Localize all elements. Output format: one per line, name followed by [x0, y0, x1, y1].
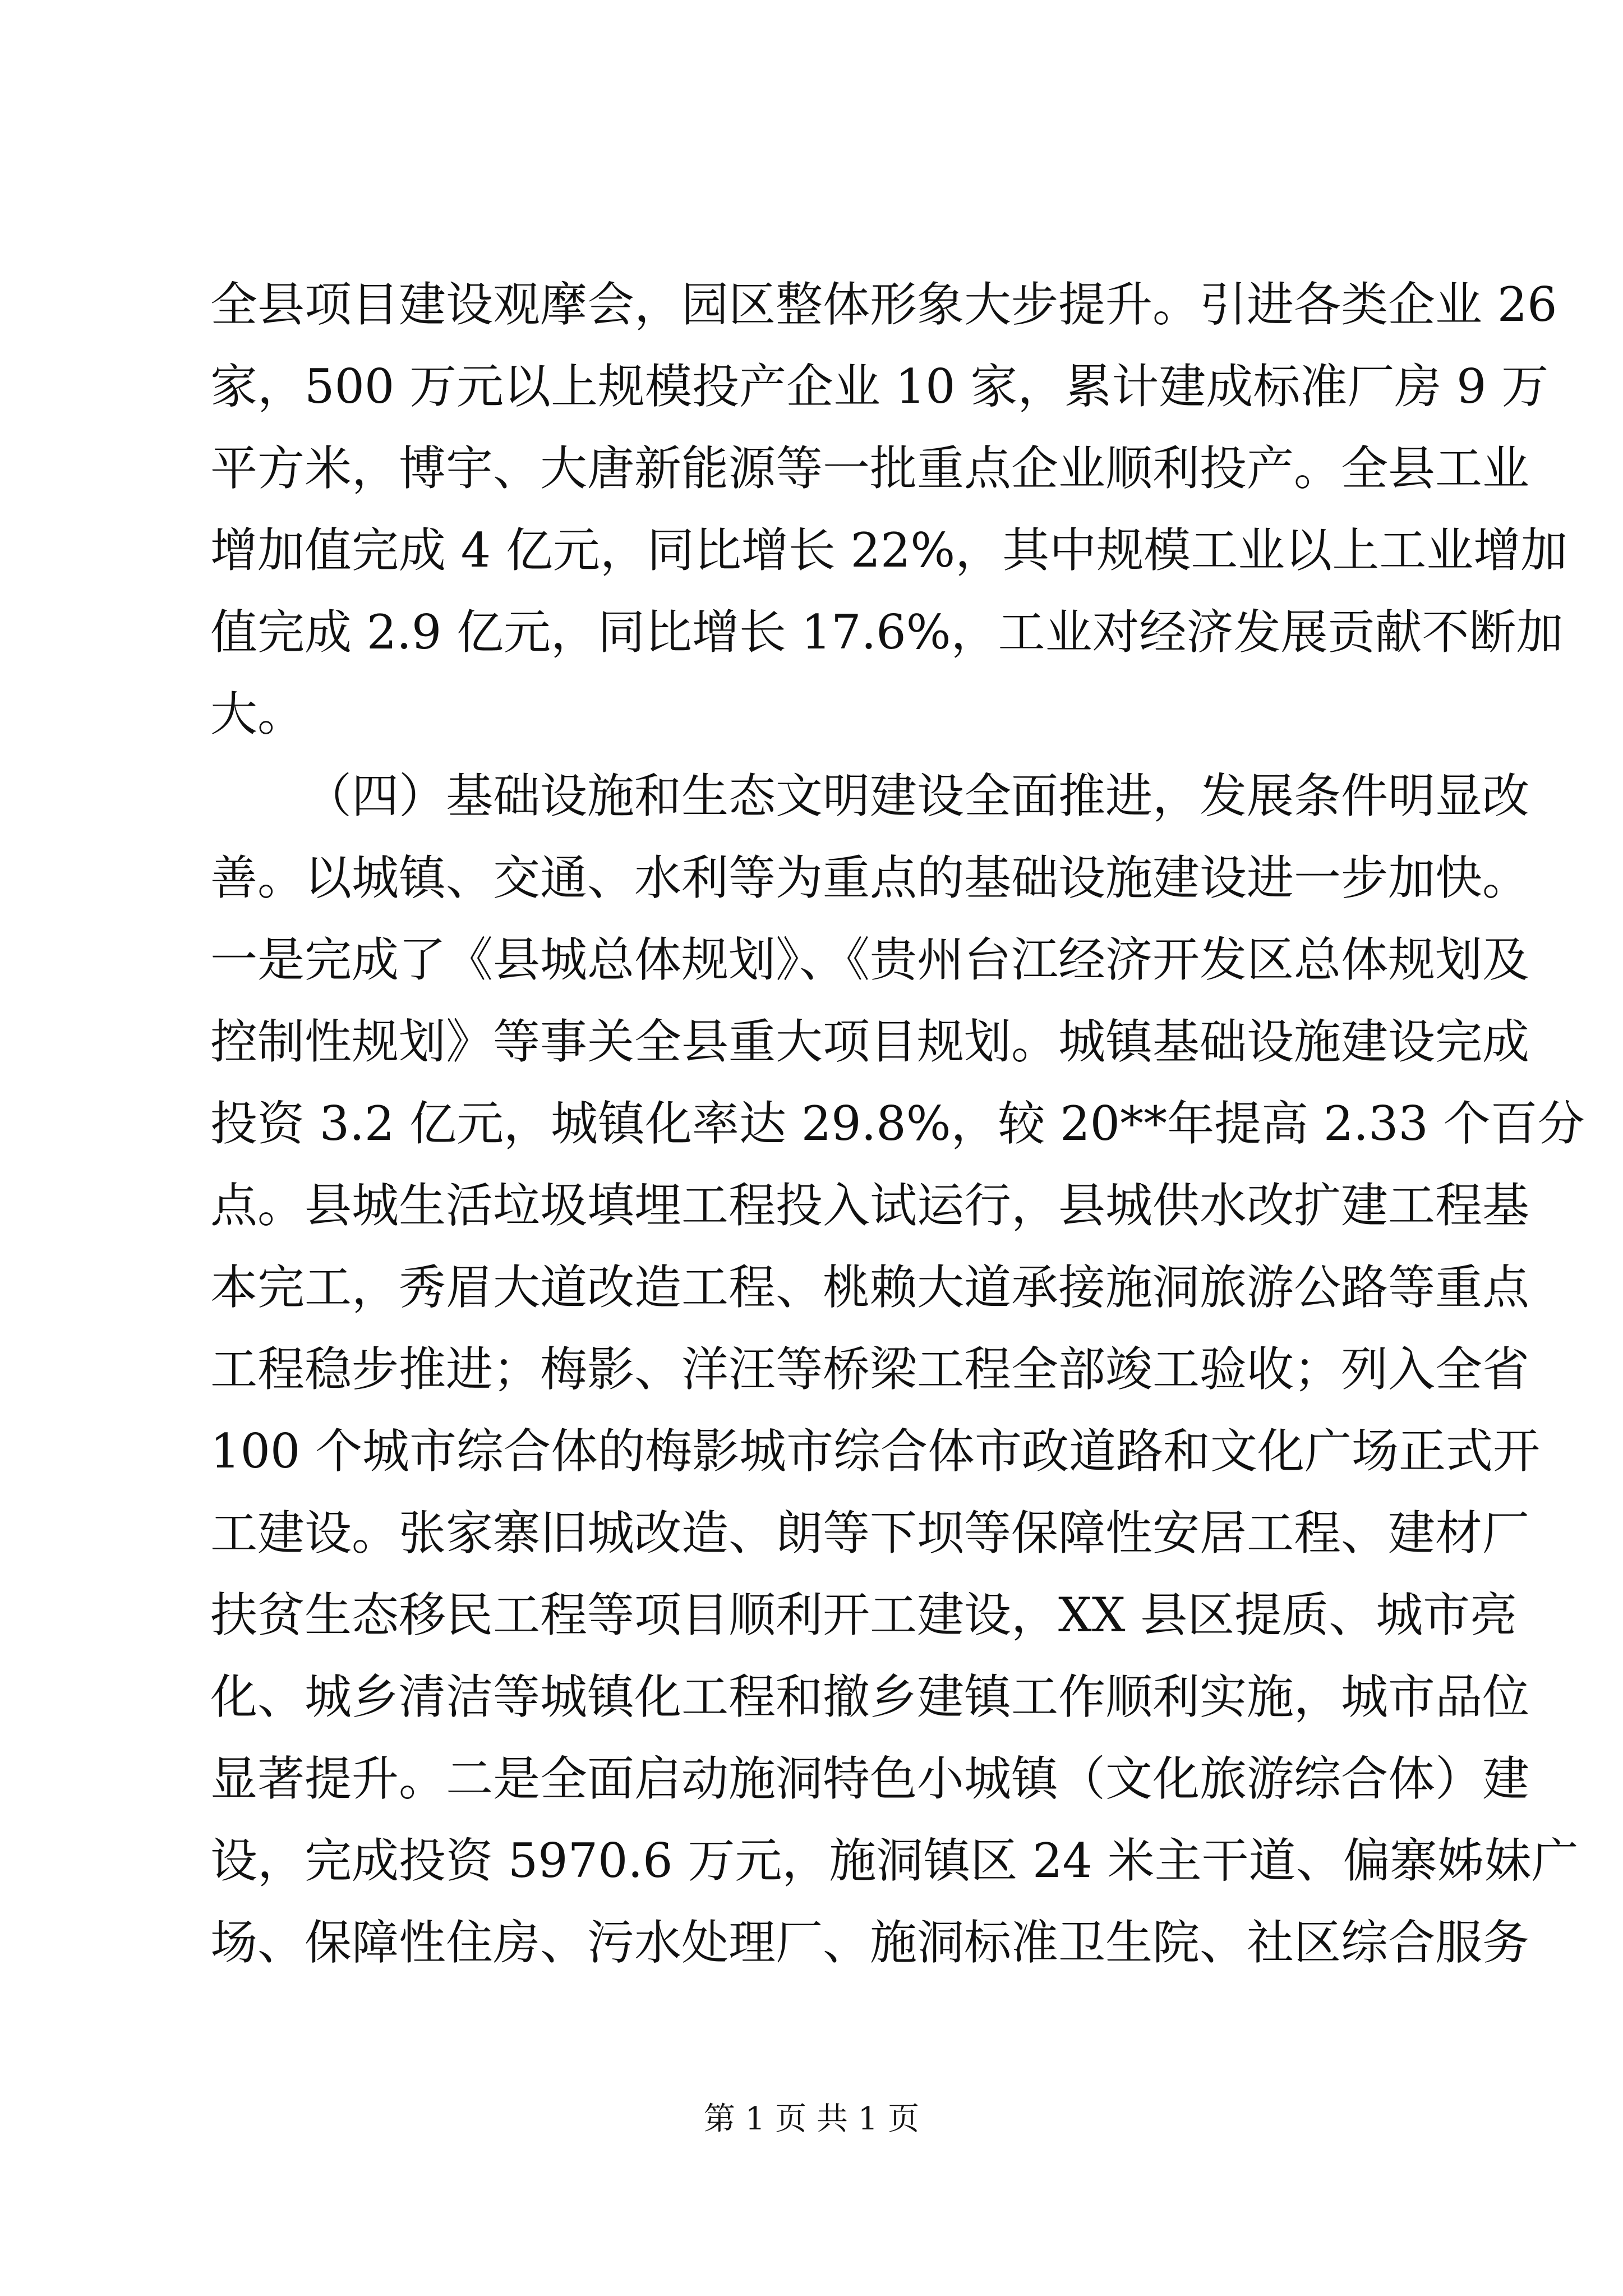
text-line-13: 本完工，秀眉大道改造工程、桃赖大道承接施洞旅游公路等重点: [210, 1260, 1530, 1315]
body-text: [210, 264, 1585, 1984]
text-line-21: 场、保障性住房、污水处理厂、施洞标准卫生院、社区综合服务: [210, 1915, 1530, 1970]
text-line-20: 设，完成投资 5970.6 万元，施洞镇区 24 米主干道、偏寨姊妹广: [210, 1833, 1579, 1888]
section-heading-line: （四）基础设施和生态文明建设全面推进，发展条件明显改: [305, 769, 1530, 823]
page-number-footer: 第 1 页 共 1 页: [703, 2101, 920, 2137]
text-line-5: 值完成 2.9 亿元，同比增长 17.6%，工业对经济发展贡献不断加: [210, 605, 1564, 660]
text-line-10: 控制性规划》等事关全县重大项目规划。城镇基础设施建设完成: [210, 1014, 1530, 1069]
text-line-18: 化、城乡清洁等城镇化工程和撤乡建镇工作顺利实施，城市品位: [210, 1669, 1530, 1724]
text-line-17: 扶贫生态移民工程等项目顺利开工建设，XX 县区提质、城市亮: [210, 1588, 1518, 1642]
text-line-14: 工程稳步推进；梅影、洋汪等桥梁工程全部竣工验收；列入全省: [210, 1342, 1530, 1397]
text-line-16: 工建设。张家寨旧城改造、朗等下坝等保障性安居工程、建材厂: [210, 1506, 1530, 1561]
text-line-19: 显著提升。二是全面启动施洞特色小城镇（文化旅游综合体）建: [210, 1751, 1530, 1806]
text-line-6: 大。: [210, 687, 305, 742]
text-line-8: 善。以城镇、交通、水利等为重点的基础设施建设进一步加快。: [210, 850, 1530, 905]
text-line-15: 100 个城市综合体的梅影城市综合体市政道路和文化广场正式开: [210, 1424, 1541, 1479]
text-line-2: 家，500 万元以上规模投产企业 10 家，累计建成标准厂房 9 万: [210, 359, 1549, 414]
text-line-1: 全县项目建设观摩会，园区整体形象大步提升。引进各类企业 26: [210, 277, 1557, 332]
text-line-11: 投资 3.2 亿元，城镇化率达 29.8%，较 20**年提高 2.33 个百分: [210, 1096, 1585, 1151]
text-line-3: 平方米，博宇、大唐新能源等一批重点企业顺利投产。全县工业: [210, 441, 1530, 496]
text-line-9: 一是完成了《县城总体规划》、《贵州台江经济开发区总体规划及: [210, 932, 1530, 987]
text-line-4: 增加值完成 4 亿元，同比增长 22%，其中规模工业以上工业增加: [210, 523, 1568, 578]
text-line-12: 点。县城生活垃圾填埋工程投入试运行，县城供水改扩建工程基: [210, 1178, 1530, 1233]
